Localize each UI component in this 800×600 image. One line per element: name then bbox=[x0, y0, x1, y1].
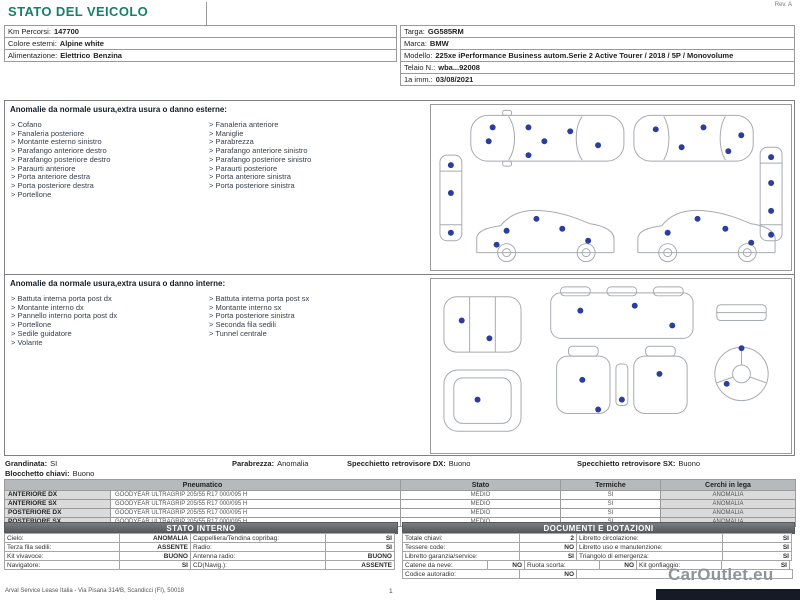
field-value: ASSENTE bbox=[119, 542, 191, 552]
km-label: Km Percorsi: bbox=[8, 27, 51, 36]
registration-label: 1a imm.: bbox=[404, 75, 433, 84]
damage-item: > Montante interno sx bbox=[209, 304, 431, 313]
field-value: BUONO bbox=[325, 551, 395, 561]
windshield-status bbox=[232, 459, 308, 468]
tire-position: ANTERIORE SX bbox=[5, 500, 111, 509]
tire-model: GOODYEAR ULTRAGRIP 205/55 R17 000/095 H bbox=[111, 509, 401, 518]
tire-winter: SI bbox=[561, 509, 661, 518]
field-label: Libretto garanzia/service: bbox=[402, 551, 520, 561]
brand-label: Marca: bbox=[404, 39, 427, 48]
damage-item: > Montante esterno sinistro bbox=[11, 138, 207, 147]
exterior-damage-diagram bbox=[430, 104, 792, 271]
damage-item: > Portellone bbox=[11, 321, 207, 330]
field-label: Radio: bbox=[190, 542, 326, 552]
field-label: Tessere code: bbox=[402, 542, 520, 552]
damage-item: > Parabrezza bbox=[209, 138, 431, 147]
fuel-row bbox=[4, 49, 397, 62]
exterior-section-title: Anomalie da normale usura,extra usura o danno esterne: bbox=[10, 105, 227, 114]
plate-label: Targa: bbox=[404, 27, 425, 36]
field-label: Kit vivavoce: bbox=[4, 551, 120, 561]
field-label: Libretto circolazione: bbox=[576, 533, 723, 543]
damage-item: > Fanaleria posteriore bbox=[11, 130, 207, 139]
mirror-sx-value: Buono bbox=[678, 459, 701, 468]
tire-position: ANTERIORE DX bbox=[5, 491, 111, 500]
damage-item: > Battuta interna porta post sx bbox=[209, 295, 431, 304]
field-label: Catene da neve: bbox=[402, 560, 488, 570]
damage-item: > Fanaleria anteriore bbox=[209, 121, 431, 130]
model-label: Modello: bbox=[404, 51, 433, 60]
header-divider bbox=[206, 2, 207, 25]
registration-row bbox=[400, 73, 795, 86]
tire-state: MEDIO bbox=[401, 491, 561, 500]
damage-item: > Parafango anteriore sinistro bbox=[209, 147, 431, 156]
field-value: SI bbox=[325, 533, 395, 543]
mirror-dx-label: Specchietto retrovisore DX: bbox=[347, 459, 446, 468]
interior-list-col1 bbox=[11, 295, 207, 347]
field-label: Libretto uso e manutenzione: bbox=[576, 542, 723, 552]
mirror-dx-value: Buono bbox=[448, 459, 471, 468]
tires-header-termiche: Termiche bbox=[561, 480, 661, 491]
field-value: NO bbox=[519, 542, 577, 552]
stato-interno-header: STATO INTERNO bbox=[4, 522, 398, 534]
field-value: SI bbox=[722, 533, 792, 543]
field-value: NO bbox=[519, 569, 577, 579]
tire-model: GOODYEAR ULTRAGRIP 205/55 R17 000/095 H bbox=[111, 491, 401, 500]
tires-header-row bbox=[5, 480, 796, 491]
windshield-label: Parabrezza: bbox=[232, 459, 275, 468]
field-label: Cappelliera/Tendina copribag: bbox=[190, 533, 326, 543]
vehicle-summary-right bbox=[400, 26, 795, 86]
hail-label: Grandinata: bbox=[5, 459, 48, 468]
tire-winter: SI bbox=[561, 500, 661, 509]
tire-row-rear-dx bbox=[5, 509, 796, 518]
plate-value: GG585RM bbox=[427, 27, 464, 36]
exterior-list-col2 bbox=[209, 121, 431, 191]
field-label: Kit gonfiaggio: bbox=[636, 560, 722, 570]
tire-position: POSTERIORE DX bbox=[5, 509, 111, 518]
chassis-label: Telaio N.: bbox=[404, 63, 436, 72]
key-block-value: Buono bbox=[72, 469, 95, 478]
damage-item: > Paraurti posteriore bbox=[209, 165, 431, 174]
field-label: Terza fila sedili: bbox=[4, 542, 120, 552]
damage-item: > Porta anteriore sinistra bbox=[209, 173, 431, 182]
field-value: ANOMALIA bbox=[119, 533, 191, 543]
hail-value: SI bbox=[50, 459, 58, 468]
field-label: Triangolo di emergenza: bbox=[576, 551, 723, 561]
field-value: SI bbox=[325, 542, 395, 552]
interior-section-title: Anomalie da normale usura,extra usura o danno interne: bbox=[10, 279, 226, 288]
watermark: CarOutlet.eu bbox=[668, 565, 774, 584]
fuel-label: Alimentazione: bbox=[8, 51, 58, 60]
mirror-dx-status bbox=[347, 459, 470, 468]
tire-rim: ANOMALIA bbox=[661, 491, 796, 500]
car-exterior-views bbox=[431, 105, 791, 270]
field-label: Cielo: bbox=[4, 533, 120, 543]
footer-address: Arval Service Lease Italia - Via Pisana 314/B, Scandicci (FI), 50018 bbox=[5, 588, 184, 594]
vehicle-summary-left bbox=[4, 26, 397, 62]
field-label: Totale chiavi: bbox=[402, 533, 520, 543]
field-value: ASSENTE bbox=[325, 560, 395, 570]
field-label: Navigatore: bbox=[4, 560, 120, 570]
damage-item: > Parafango anteriore destro bbox=[11, 147, 207, 156]
tire-rim: ANOMALIA bbox=[661, 500, 796, 509]
damage-item: > Parafango posteriore sinistro bbox=[209, 156, 431, 165]
revision-label: Rev. A bbox=[774, 2, 792, 8]
tire-rim: ANOMALIA bbox=[661, 509, 796, 518]
page-title: STATO DEL VEICOLO bbox=[8, 4, 149, 19]
windshield-value: Anomalia bbox=[277, 459, 309, 468]
section-divider bbox=[5, 274, 794, 275]
damage-item: > Porta posteriore sinistra bbox=[209, 312, 431, 321]
damage-item: > Porta posteriore sinistra bbox=[209, 182, 431, 191]
interior-list-col2 bbox=[209, 295, 431, 339]
field-label: Ruota scorta: bbox=[524, 560, 600, 570]
condition-summary-line bbox=[0, 459, 800, 469]
damage-item: > Pannello interno porta post dx bbox=[11, 312, 207, 321]
exterior-list-col1 bbox=[11, 121, 207, 199]
damage-item: > Porta anteriore destra bbox=[11, 173, 207, 182]
chassis-value: wba...92008 bbox=[438, 63, 480, 72]
key-block-status bbox=[5, 469, 94, 478]
field-label: Codice autoradio: bbox=[402, 569, 520, 579]
damage-item: > Cofano bbox=[11, 121, 207, 130]
damage-item: > Seconda fila sedili bbox=[209, 321, 431, 330]
tires-header-stato: Stato bbox=[401, 480, 561, 491]
color-value: Alpine white bbox=[59, 39, 104, 48]
color-label: Colore esterni: bbox=[8, 39, 57, 48]
tires-table bbox=[4, 479, 796, 527]
field-value: BUONO bbox=[119, 551, 191, 561]
field-value: SI bbox=[722, 551, 792, 561]
field-value: SI bbox=[721, 560, 790, 570]
key-block-label: Blocchetto chiavi: bbox=[5, 469, 70, 478]
field-value: SI bbox=[119, 560, 191, 570]
km-value: 147700 bbox=[53, 27, 79, 36]
tire-row-front-sx bbox=[5, 500, 796, 509]
field-value: SI bbox=[519, 551, 577, 561]
overlay-bar bbox=[656, 589, 800, 600]
car-interior-views bbox=[431, 279, 791, 453]
tire-model: GOODYEAR ULTRAGRIP 205/55 R17 000/095 H bbox=[111, 500, 401, 509]
fuel-value-1: Elettrico bbox=[60, 51, 91, 60]
damage-item: > Portellone bbox=[11, 191, 207, 200]
mirror-sx-label: Specchietto retrovisore SX: bbox=[577, 459, 676, 468]
field-value: 2 bbox=[519, 533, 577, 543]
page-number: 1 bbox=[389, 588, 393, 595]
damage-item: > Parafango posteriore destro bbox=[11, 156, 207, 165]
field-value: NO bbox=[487, 560, 525, 570]
damage-item: > Porta posteriore destra bbox=[11, 182, 207, 191]
damage-item: > Maniglie bbox=[209, 130, 431, 139]
fuel-value-2: Benzina bbox=[93, 51, 122, 60]
damage-markers-interior bbox=[459, 303, 745, 413]
damage-item: > Volante bbox=[11, 339, 207, 348]
damage-item: > Montante interno dx bbox=[11, 304, 207, 313]
interior-damage-diagram bbox=[430, 278, 792, 454]
tire-state: MEDIO bbox=[401, 500, 561, 509]
damage-item: > Battuta interna porta post dx bbox=[11, 295, 207, 304]
model-value: 225xe iPerformance Business autom.Serie 2 Active Tourer / 2018 / 5P / Monovolume bbox=[435, 51, 734, 60]
damage-item: > Sedile guidatore bbox=[11, 330, 207, 339]
documenti-header: DOCUMENTI E DOTAZIONI bbox=[402, 522, 795, 534]
damage-markers-exterior bbox=[448, 124, 774, 247]
tire-state: MEDIO bbox=[401, 509, 561, 518]
field-value: SI bbox=[722, 542, 792, 552]
anomalies-box bbox=[4, 100, 795, 456]
tires-header-cerchi: Cerchi in lega bbox=[661, 480, 796, 491]
field-value: NO bbox=[599, 560, 637, 570]
table-row bbox=[4, 560, 398, 570]
tire-winter: SI bbox=[561, 491, 661, 500]
stato-interno-table bbox=[4, 522, 398, 570]
field-label: CD(Navig.): bbox=[190, 560, 326, 570]
registration-value: 03/08/2021 bbox=[435, 75, 474, 84]
brand-value: BMW bbox=[429, 39, 449, 48]
damage-item: > Paraurti anteriore bbox=[11, 165, 207, 174]
tires-header-pneumatico: Pneumatico bbox=[5, 480, 401, 491]
tire-row-front-dx bbox=[5, 491, 796, 500]
hail-status bbox=[5, 459, 57, 468]
damage-item: > Tunnel centrale bbox=[209, 330, 431, 339]
mirror-sx-status bbox=[577, 459, 700, 468]
field-label: Antenna radio: bbox=[190, 551, 326, 561]
